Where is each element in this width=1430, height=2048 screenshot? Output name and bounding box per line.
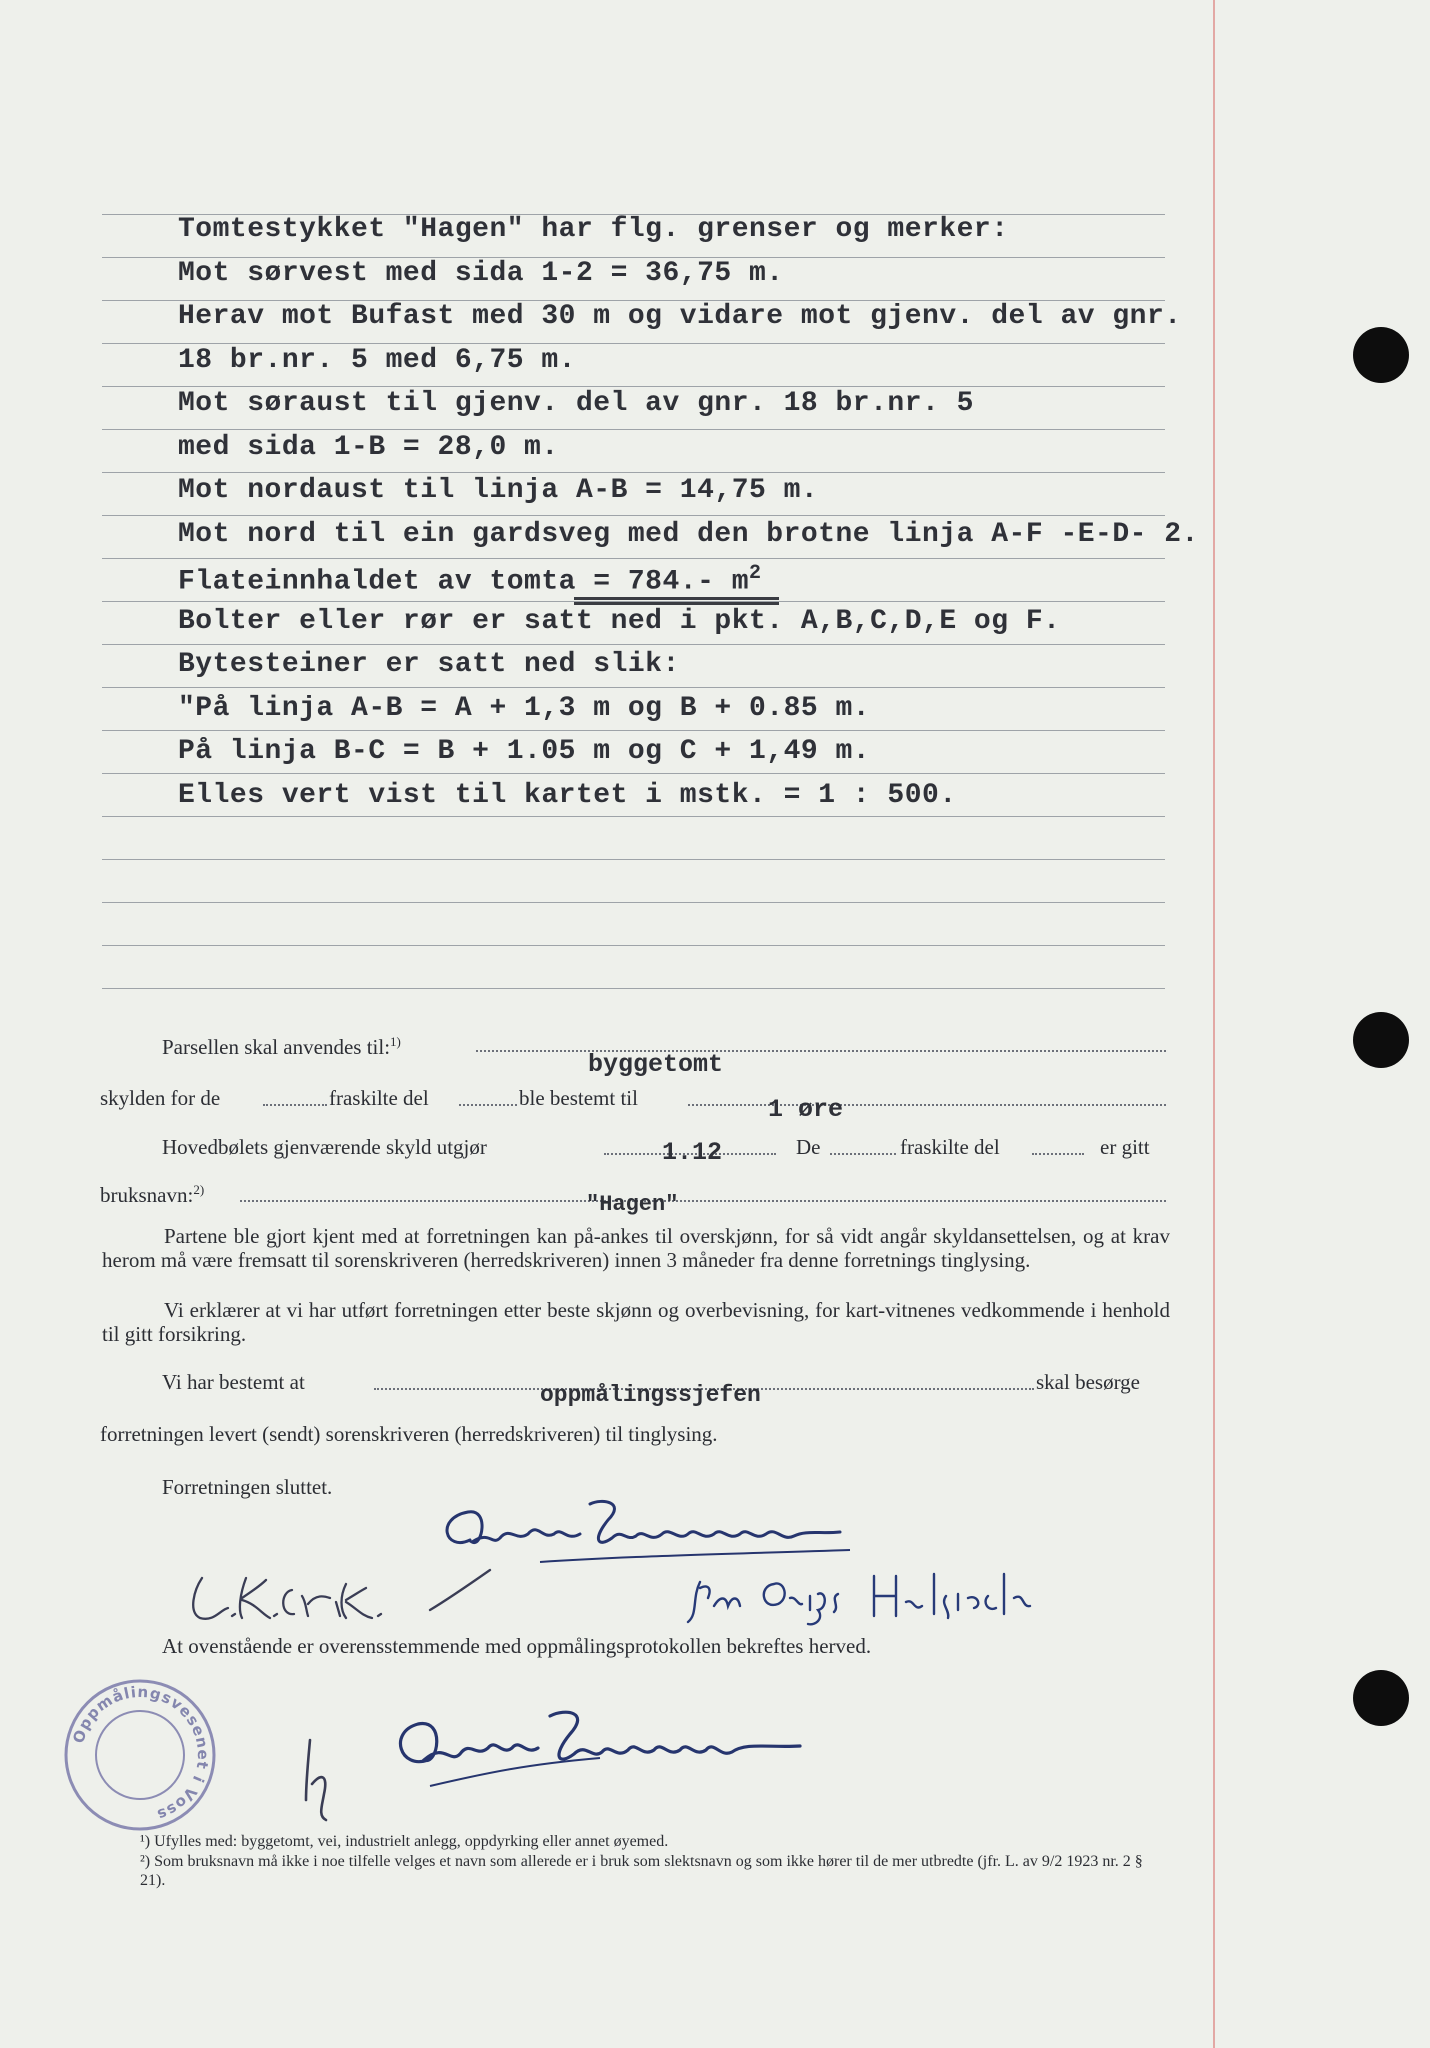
name-label: bruksnavn:$^{2)}$ <box>100 1182 205 1207</box>
tax-prefix: skylden for de <box>100 1086 221 1110</box>
tax-dotted-3 <box>688 1104 1166 1106</box>
boundary-line: På linja B-C = B + 1.05 m og C + 1,49 m. <box>178 736 871 767</box>
office-stamp <box>58 1673 223 1838</box>
boundary-line: Mot søraust til gjenv. del av gnr. 18 br.nr. 5 <box>178 388 974 419</box>
use-label: Parsellen skal anvendes til:$^{1)}$ <box>162 1034 401 1059</box>
area-superscript: 2 <box>749 562 762 585</box>
area-underline-double <box>574 602 779 605</box>
footnote-2: ²) Som bruksnavn må ikke i noe tilfelle velges et navn som allerede er i bruk som slektsnavn og som ikke hører til de mer utbredte (jfr. L. av 9/2 1923 nr. 2 § 21). <box>140 1853 1143 1889</box>
footnote-1: ¹) Ufylles med: byggetomt, vei, industrielt anlegg, oppdyrking eller annet øyemed. <box>140 1833 669 1850</box>
punch-hole-top <box>1353 327 1409 383</box>
boundary-line: Bolter eller rør er satt ned i pkt. A,B,C,D,E og F. <box>178 606 1061 637</box>
boundary-line: Mot sørvest med sida 1-2 = 36,75 m. <box>178 258 784 289</box>
remaining-mid: fraskilte del <box>900 1135 1000 1159</box>
remaining-prefix: Hovedbølets gjenværende skyld utgjør <box>162 1135 487 1159</box>
boundary-line: Tomtestykket "Hagen" har flg. grenser og merker: <box>178 214 1009 245</box>
punch-hole-middle <box>1353 1012 1409 1068</box>
tax-value: 1 øre <box>768 1095 844 1124</box>
remaining-suffix: er gitt <box>1100 1135 1150 1159</box>
area-line <box>178 562 762 597</box>
boundary-line: "På linja A-B = A + 1,3 m og B + 0.85 m. <box>178 693 871 724</box>
boundary-line: 18 br.nr. 5 med 6,75 m. <box>178 345 576 376</box>
signature-witness-2 <box>678 1558 1058 1628</box>
name-value: "Hagen" <box>586 1192 679 1217</box>
svg-text:Oppmålingsvesenet i Voss <box>69 1683 212 1824</box>
punch-hole-bottom <box>1353 1670 1409 1726</box>
appeal-paragraph: Partene ble gjort kjent med at forretningen kan på-ankes til overskjønn, for så vidt angår skyldansettelsen, og at krav herom må være fremsatt til sorenskriveren (herredskriveren) innen 3 måneder fra denne forretnings tinglysing. <box>102 1224 1170 1272</box>
boundary-line: Bytesteiner er satt ned slik: <box>178 649 680 680</box>
tax-suffix: ble bestemt til <box>519 1086 638 1110</box>
margin-line <box>1213 0 1215 2048</box>
use-dotted-line <box>476 1050 1166 1052</box>
boundary-line: Elles vert vist til kartet i mstk. = 1 : 500. <box>178 780 957 811</box>
use-value: byggetomt <box>588 1050 724 1079</box>
decided-prefix: Vi har bestemt at <box>162 1370 305 1394</box>
boundary-line: Mot nord til ein gardsveg med den brotne linja A-F -E-D- 2. <box>178 519 1199 550</box>
area-text: Flateinnhaldet av tomta = 784.- m <box>178 566 749 598</box>
area-underline <box>574 597 779 600</box>
name-dotted-line <box>240 1200 1166 1202</box>
signature-witness-1 <box>180 1560 540 1630</box>
delivery-line: forretningen levert (sendt) sorenskriveren (herredskriveren) til tinglysing. <box>100 1422 718 1446</box>
stamp-text: Oppmålingsvesenet i Voss <box>69 1682 213 1825</box>
remaining-dotted-2 <box>830 1153 896 1155</box>
boundary-line: med sida 1-B = 28,0 m. <box>178 432 559 463</box>
signature-official-2 <box>300 1690 860 1795</box>
remaining-value: 1.12 <box>662 1138 723 1167</box>
decided-value: oppmålingssjefen <box>540 1382 761 1408</box>
confirm-line: At ovenstående er overensstemmende med oppmålingsprotokollen bekreftes herved. <box>162 1634 872 1658</box>
boundary-line: Herav mot Bufast med 30 m og vidare mot gjenv. del av gnr. <box>178 301 1182 332</box>
boundary-line: Mot nordaust til linja A-B = 14,75 m. <box>178 475 819 506</box>
closed-line: Forretningen sluttet. <box>162 1475 333 1499</box>
signature-official-1 <box>430 1490 930 1565</box>
initial-mark <box>300 1732 360 1822</box>
declaration-paragraph: Vi erklærer at vi har utført forretningen etter beste skjønn og overbevisning, for kart-vitnenes vedkommende i henhold til gitt forsikring. <box>102 1298 1170 1346</box>
remaining-dotted-3 <box>1032 1153 1084 1155</box>
decided-suffix: skal besørge <box>1036 1370 1141 1394</box>
tax-dotted-2 <box>459 1104 517 1106</box>
tax-mid: fraskilte del <box>329 1086 429 1110</box>
tax-dotted-1 <box>263 1104 327 1106</box>
remaining-de: De <box>796 1135 821 1159</box>
